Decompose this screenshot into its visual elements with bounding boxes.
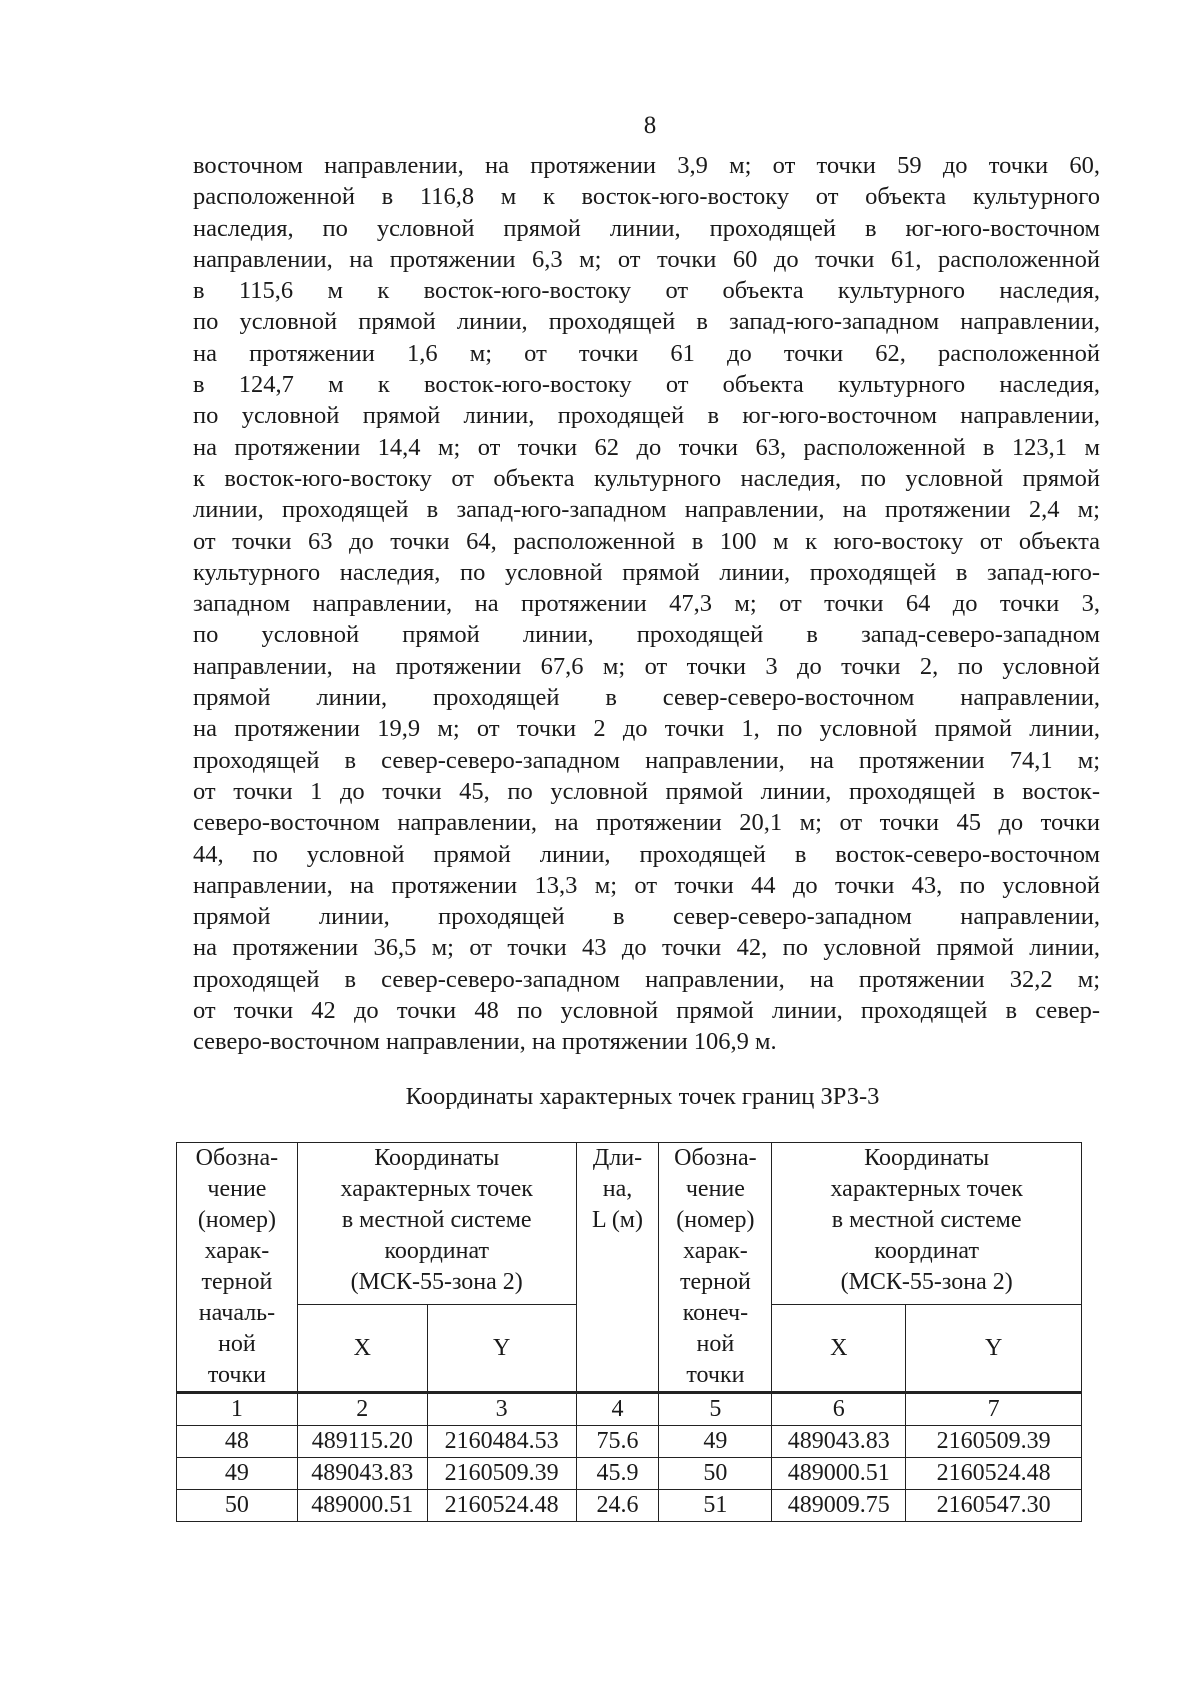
paragraph-line: направлении, на протяжении 6,3 м; от точки 60 до точки 61, расположенной <box>193 245 1100 273</box>
header-x-end: X <box>772 1305 906 1393</box>
table-cell: 2160524.48 <box>906 1458 1082 1490</box>
paragraph-line: наследия, по условной прямой линии, проходящей в юг-юго-восточном <box>193 214 1100 242</box>
paragraph-line: от точки 1 до точки 45, по условной прямой линии, проходящей в восток- <box>193 777 1100 805</box>
column-number: 6 <box>772 1393 906 1426</box>
column-number-row <box>177 1393 1082 1426</box>
paragraph-line: в 124,7 м к восток-юго-востоку от объекта культурного наследия, <box>193 371 1100 399</box>
paragraph-line: от точки 42 до точки 48 по условной прямой линии, проходящей в север- <box>193 997 1100 1025</box>
table-cell: 24.6 <box>576 1490 659 1522</box>
table-cell: 489115.20 <box>297 1426 427 1458</box>
paragraph-line: проходящей в север-северо-западном направлении, на протяжении 32,2 м; <box>193 965 1100 993</box>
paragraph-line: направлении, на протяжении 13,3 м; от точки 44 до точки 43, по условной <box>193 871 1100 899</box>
paragraph-line: прямой линии, проходящей в север-северо-западном направлении, <box>193 903 1100 931</box>
column-number: 3 <box>427 1393 576 1426</box>
table-cell: 489043.83 <box>297 1458 427 1490</box>
paragraph-line: проходящей в север-северо-западном направлении, на протяжении 74,1 м; <box>193 746 1100 774</box>
table-header-row <box>177 1143 1082 1305</box>
header-coords-start: Координаты характерных точек в местной системе координат (МСК-55-зона 2) <box>297 1143 576 1305</box>
table-cell: 2160509.39 <box>427 1458 576 1490</box>
header-coords-end: Координаты характерных точек в местной системе координат (МСК-55-зона 2) <box>772 1143 1082 1305</box>
paragraph-line: культурного наследия, по условной прямой линии, проходящей в запад-юго- <box>193 558 1100 586</box>
table-cell: 49 <box>659 1426 772 1458</box>
paragraph-line: на протяжении 14,4 м; от точки 62 до точки 63, расположенной в 123,1 м <box>193 433 1100 461</box>
paragraph-line: от точки 63 до точки 64, расположенной в 100 м к юго-востоку от объекта <box>193 527 1100 555</box>
paragraph-line: прямой линии, проходящей в север-северо-восточном направлении, <box>193 684 1100 712</box>
header-y-start: Y <box>427 1305 576 1393</box>
table-cell: 489000.51 <box>772 1458 906 1490</box>
table-row <box>177 1426 1082 1458</box>
table-cell: 2160524.48 <box>427 1490 576 1522</box>
paragraph-line: по условной прямой линии, проходящей в запад-юго-западном направлении, <box>193 308 1100 336</box>
table-cell: 49 <box>177 1458 298 1490</box>
paragraph-line: линии, проходящей в запад-юго-западном направлении, на протяжении 2,4 м; <box>193 496 1100 524</box>
table-cell: 2160484.53 <box>427 1426 576 1458</box>
table-cell: 48 <box>177 1426 298 1458</box>
table-cell: 51 <box>659 1490 772 1522</box>
paragraph-line: в 115,6 м к восток-юго-востоку от объекта культурного наследия, <box>193 277 1100 305</box>
paragraph-line: расположенной в 116,8 м к восток-юго-востоку от объекта культурного <box>193 183 1100 211</box>
paragraph-line: по условной прямой линии, проходящей в юг-юго-восточном направлении, <box>193 402 1100 430</box>
paragraph-line: на протяжении 19,9 м; от точки 2 до точки 1, по условной прямой линии, <box>193 715 1100 743</box>
column-number: 5 <box>659 1393 772 1426</box>
table-title: Координаты характерных точек границ ЗРЗ-3 <box>405 1083 880 1110</box>
column-number: 7 <box>906 1393 1082 1426</box>
table-row <box>177 1490 1082 1522</box>
table-row <box>177 1458 1082 1490</box>
paragraph-line: к восток-юго-востоку от объекта культурного наследия, по условной прямой <box>193 464 1100 492</box>
table-cell: 489043.83 <box>772 1426 906 1458</box>
table-cell: 2160547.30 <box>906 1490 1082 1522</box>
body-paragraph <box>193 150 1100 1058</box>
header-start-point: Обозна- чение (номер) харак- терной началь- ной точки <box>177 1143 298 1393</box>
paragraph-line: северо-восточном направлении, на протяжении 20,1 м; от точки 45 до точки <box>193 809 1100 837</box>
column-number: 2 <box>297 1393 427 1426</box>
header-length: Дли- на, L (м) <box>576 1143 659 1393</box>
column-number: 1 <box>177 1393 298 1426</box>
column-number: 4 <box>576 1393 659 1426</box>
paragraph-line: западном направлении, на протяжении 47,3 м; от точки 64 до точки 3, <box>193 590 1100 618</box>
paragraph-line: направлении, на протяжении 67,6 м; от точки 3 до точки 2, по условной <box>193 652 1100 680</box>
table-cell: 50 <box>177 1490 298 1522</box>
header-y-end: Y <box>906 1305 1082 1393</box>
paragraph-line: на протяжении 1,6 м; от точки 61 до точки 62, расположенной <box>193 339 1100 367</box>
page-number: 8 <box>643 112 657 139</box>
table-cell: 75.6 <box>576 1426 659 1458</box>
header-end-point: Обозна- чение (номер) харак- терной конеч- ной точки <box>659 1143 772 1393</box>
paragraph-line: по условной прямой линии, проходящей в запад-северо-западном <box>193 621 1100 649</box>
paragraph-line: 44, по условной прямой линии, проходящей в восток-северо-восточном <box>193 840 1100 868</box>
coordinates-table <box>176 1142 1082 1522</box>
table-cell: 489009.75 <box>772 1490 906 1522</box>
paragraph-line: северо-восточном направлении, на протяжении 106,9 м. <box>193 1028 777 1056</box>
table-cell: 2160509.39 <box>906 1426 1082 1458</box>
table-cell: 489000.51 <box>297 1490 427 1522</box>
paragraph-line: на протяжении 36,5 м; от точки 43 до точки 42, по условной прямой линии, <box>193 934 1100 962</box>
header-x-start: X <box>297 1305 427 1393</box>
paragraph-line: восточном направлении, на протяжении 3,9 м; от точки 59 до точки 60, <box>193 152 1100 179</box>
table-cell: 45.9 <box>576 1458 659 1490</box>
table-cell: 50 <box>659 1458 772 1490</box>
